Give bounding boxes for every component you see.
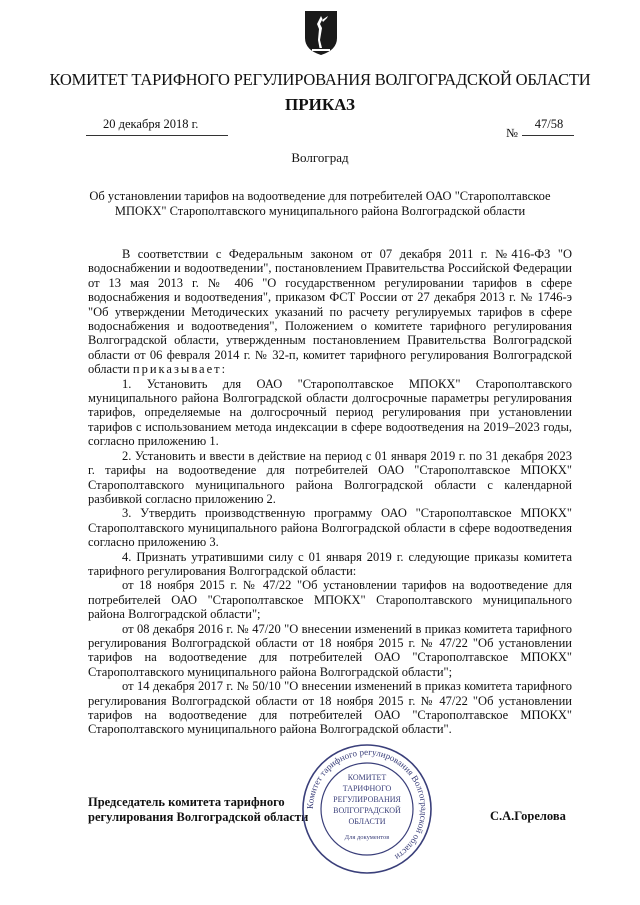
item-4-b: от 08 декабря 2016 г. № 47/20 "О внесении изменений в приказ комитета тарифного регулирования Волгоградской области от 18 ноября 2015 г. № 47/22 "Об установлении тарифов на водоотведение для потребителей ОАО "Старополтавское МПОКХ" Старополтавского муниципального района Волгоградской области"; <box>88 621 572 679</box>
signer-position-line1: Председатель комитета тарифного <box>88 795 285 809</box>
number-underline <box>522 135 574 136</box>
item-3: 3. Утвердить производственную программу ОАО "Старополтавское МПОКХ" Старополтавского муниципального района Волгоградской области в сфере водоотведения согласно приложению 3. <box>88 506 572 550</box>
seal-line-5: ОБЛАСТИ <box>348 817 386 826</box>
coat-of-arms-icon <box>304 10 338 56</box>
seal-line-3: РЕГУЛИРОВАНИЯ <box>333 795 401 804</box>
document-subject: Об установлении тарифов на водоотведение для потребителей ОАО "Старополтавское МПОКХ" Старополтавского муниципального района Волгоградской области <box>89 189 551 218</box>
seal-line-2: ТАРИФНОГО <box>342 784 392 793</box>
date-underline <box>86 135 228 136</box>
city: Волгоград <box>291 150 349 165</box>
signer-position <box>88 795 308 825</box>
item-2: 2. Установить и ввести в действие на период с 01 января 2019 г. по 31 декабря 2023 г. тарифы на водоотведение для потребителей ОАО "Старополтавское МПОКХ" Старополтавского муниципального района Волгоградской области с календарной разбивкой согласно приложению 2. <box>88 448 572 506</box>
seal-line-1: КОМИТЕТ <box>347 773 387 782</box>
document-body <box>88 247 572 737</box>
document-type: ПРИКАЗ <box>285 95 355 114</box>
organization-name: КОМИТЕТ ТАРИФНОГО РЕГУЛИРОВАНИЯ ВОЛГОГРАДСКОЙ ОБЛАСТИ <box>49 70 591 89</box>
preamble <box>88 247 572 377</box>
official-seal-icon <box>300 742 434 876</box>
signer-name: С.А.Горелова <box>490 809 566 823</box>
seal-outer-text-path: Комитет тарифного регулирования Волгоградской области <box>304 746 430 863</box>
seal-outer-text <box>305 747 429 862</box>
order-word: приказывает: <box>132 362 228 377</box>
seal-line-4: ВОЛГОГРАДСКОЙ <box>333 806 401 815</box>
number-sign: № <box>506 126 518 140</box>
item-4: 4. Признать утратившими силу с 01 января 2019 г. следующие приказы комитета тарифного регулирования Волгоградской области: <box>88 549 572 578</box>
item-4-c: от 14 декабря 2017 г. № 50/10 "О внесении изменений в приказ комитета тарифного регулирования Волгоградской области от 18 ноября 2015 г. № 47/22 "Об установлении тарифов на водоотведение для потребителей ОАО "Старополтавское МПОКХ" Старополтавского муниципального района Волгоградской области". <box>88 679 572 737</box>
signer-position-line2: регулирования Волгоградской области <box>88 810 309 824</box>
item-4-a: от 18 ноября 2015 г. № 47/22 "Об установлении тарифов на водоотведение для потребителей ОАО "Старополтавское МПОКХ" Старополтавского муниципального района Волгоградской области"; <box>88 578 572 622</box>
preamble-text: В соответствии с Федеральным законом от 07 декабря 2011 г. №416-ФЗ "О водоснабжении и водоотведении", постановлением Правительства Российской Федерации от 13 мая 2013 г. № 406 "О государственном регулировании тарифов в сфере водоснабжения и водоотведения", приказом ФСТ России от 27 декабря 2013 г. № 1746-э "Об утверждении Методических указаний по расчету регулируемых тарифов в сфере водоснабжения и водоотведения", Положением о комитете тарифного регулирования Волгоградской области, утвержденным постановлением Правительства Волгоградской области от 06 февраля 2014 г. № 32-п, комитет тарифного регулирования Волгоградской области <box>88 247 572 377</box>
item-1: 1. Установить для ОАО "Старополтавское МПОКХ" Старополтавского муниципального района Волгоградской области долгосрочные параметры регулирования тарифов, определяемые на долгосрочный период регулирования при установлении тарифов с использованием метода индексации в сфере водоотведения на 2019–2023 годы, согласно приложению 1. <box>88 376 572 449</box>
document-number: 47/58 <box>534 117 564 131</box>
seal-line-6: Для документов <box>344 834 390 841</box>
document-date: 20 декабря 2018 г. <box>103 117 199 131</box>
